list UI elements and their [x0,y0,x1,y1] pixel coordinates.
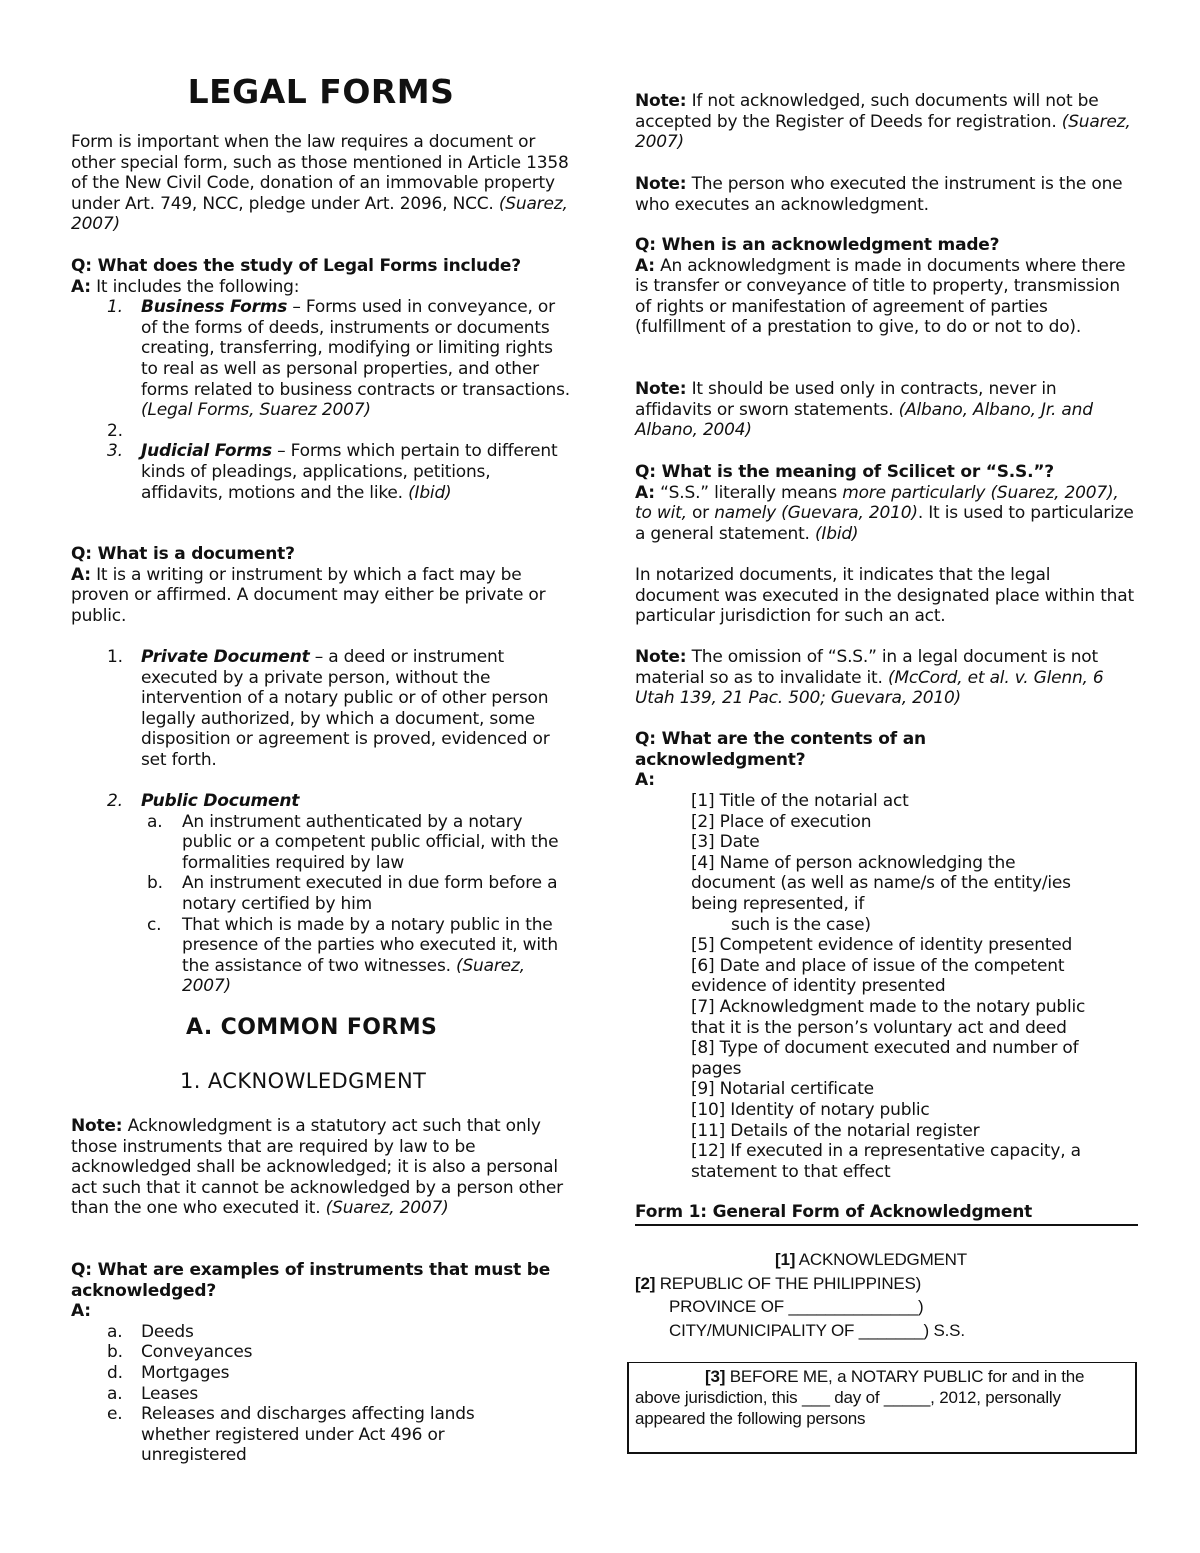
notarized-paragraph: In notarized documents, it indicates that the legal document was executed in the designated place within that particular jurisdiction for such an act. [635,565,1134,627]
list-item: [2] Place of execution [691,811,872,832]
list-item: [8] Type of document executed and number of pages [691,1038,1079,1079]
form-before-me-paragraph: [3] BEFORE ME, a NOTARY PUBLIC for and in the above jurisdiction, this ___ day of _____, 2012, personally appeared the following persons [635,1367,1085,1428]
q3-question: Q: What are examples of instruments that must be acknowledged? [71,1260,551,1301]
note-omission: Note: The omission of “S.S.” in a legal document is not material so as to invalidate it. (McCord, et al. v. Glenn, 6 Utah 139, 21 Pac. 500; Guevara, 2010) [635,647,1104,709]
q6-block: Q: What are the contents of an acknowledgment? A: [635,729,965,791]
list-item: b. An instrument executed in due form before a notary certified by him [147,873,558,914]
list-item: [1] Title of the notarial act [691,791,909,811]
section-heading-common-forms: A. COMMON FORMS [186,1015,438,1040]
list-item: [6] Date and place of issue of the competent evidence of identity presented [691,955,1065,997]
page-title: LEGAL FORMS [187,72,455,111]
q1-question: Q: What does the study of Legal Forms include? [71,256,521,276]
q1-block [71,256,571,503]
public-document-block [71,791,571,997]
list-item: d. Mortgages [107,1362,230,1383]
document-types-list [71,647,571,771]
list-item: a. Deeds [107,1321,194,1342]
list-item: b. Conveyances [107,1342,253,1363]
acknowledgment-contents-list [691,791,1121,1182]
q1-answer-label: A: [71,276,91,297]
list-item: [3] Date [691,832,760,853]
list-item: [4] Name of person acknowledging the document (as well as name/s of the entity/ies being represented, if [691,852,1071,914]
q2-block: Q: What is a document? A: It is a writing or instrument by which a fact may be proven or affirmed. A document may either be private or public. [71,544,571,626]
form-border-box [627,1362,1137,1454]
q3-block: Q: What are examples of instruments that must be acknowledged? A: a. Deeds b. Conveyances d. Mortgages a. Leases e. Releases and discharges affecting lands whether registered under Act 496 or unregistered [71,1260,571,1466]
intro-cite: (Suarez, 2007) [71,193,568,235]
item-term: Business Forms [141,297,288,318]
list-item: [9] Notarial certificate [691,1079,874,1100]
list-item: [10] Identity of notary public [691,1099,930,1120]
q1-answer: It includes the following: [96,276,300,297]
item-term: Judicial Forms [141,441,272,462]
form-republic-line: [2] REPUBLIC OF THE PHILIPPINES) [635,1274,922,1293]
form-heading: [1] ACKNOWLEDGMENT [775,1250,967,1269]
note-contracts: Note: It should be used only in contracts, never in affidavits or sworn statements. (Albano, Albano, Jr. and Albano, 2004) [635,379,1093,441]
form-province-line: PROVINCE OF ______________) [669,1297,924,1316]
list-item: a. Leases [107,1383,199,1404]
note-acknowledgment: Note: Acknowledgment is a statutory act such that only those instruments that are required by law to be acknowledged shall be acknowledged; it is also a personal act such that it cannot be acknowledged by a person other than the one who executed it. (Suarez, 2007) [71,1116,563,1219]
note-executor: Note: The person who executed the instrument is the one who executes an acknowledgment. [635,174,1123,215]
list-item: [5] Competent evidence of identity presented [691,935,1073,956]
list-item-private-document: 1. Private Document – a deed or instrument executed by a private person, without the intervention of a notary public or of other person legally authorized, by which a document, some disposition or agreement is proved, evidenced or set forth. [107,647,550,770]
instruments-list [71,1322,571,1466]
note-register-of-deeds: Note: If not acknowledged, such documents will not be accepted by the Register of Deeds for registration. (Suarez, 2007) [635,91,1131,153]
list-item: [7] Acknowledgment made to the notary public that it is the person’s voluntary act and deed [691,996,1086,1038]
q4-question: Q: When is an acknowledgment made? [635,235,1000,255]
q2-question: Q: What is a document? [71,544,295,564]
section-heading-acknowledgment: 1. ACKNOWLEDGMENT [180,1069,427,1093]
list-item: e. Releases and discharges affecting lands whether registered under Act 496 or unregistered [107,1404,475,1466]
list-item: 2. [107,420,123,441]
list-item: c. That which is made by a notary public in the presence of the parties who executed it, with the assistance of two witnesses. (Suarez, 2007) [147,914,558,997]
list-item: a. An instrument authenticated by a notary public or a competent public official, with the formalities required by law [147,811,559,873]
q6-question: Q: What are the contents of an acknowledgment? [635,729,926,770]
list-item: 1. Business Forms – Forms used in conveyance, or of the forms of deeds, instruments or documents creating, transferring, modifying or limiting rights to real as well as personal properties, and other forms related to business contracts or transactions. (Legal Forms, Suarez 2007) [107,297,570,421]
public-document-sublist [71,812,571,997]
list-item: [11] Details of the notarial register [691,1120,980,1141]
list-item: 3. Judicial Forms – Forms which pertain to different kinds of pleadings, applications, petitions, affidavits, motions and the like. (Ibid) [107,441,558,503]
form-city-line: CITY/MUNICIPALITY OF _______) S.S. [669,1321,965,1340]
intro-paragraph [71,132,571,235]
form-1-title: Form 1: General Form of Acknowledgment [635,1202,1138,1226]
q5-block: Q: What is the meaning of Scilicet or “S.S.”? A: “S.S.” literally means more particularly (Suarez, 2007), to wit, or namely (Guevara, 2010). It is used to particularize a general statement. (Ibid) [635,462,1134,544]
q1-list [71,297,571,503]
list-item: [12] If executed in a representative capacity, a statement to that effect [691,1141,1081,1182]
q5-question: Q: What is the meaning of Scilicet or “S.S.”? [635,462,1054,482]
q2-answer: It is a writing or instrument by which a fact may be proven or affirmed. A document may either be private or public. [71,564,546,626]
intro-text: Form is important when the law requires a document or other special form, such as those mentioned in Article 1358 of the New Civil Code, donation of an immovable property under Art. 749, NCC, pledge under Art. 2096, NCC. [71,132,569,214]
list-item: such is the case) [731,914,871,935]
q4-block: Q: When is an acknowledgment made? A: An acknowledgment is made in documents where there is transfer or conveyance of title to property, transmission of rights or manifestation of agreement of parties (fulfillment of a prestation to give, to do or not to do). [635,235,1135,338]
list-item-public-document: 2. Public Document [107,791,300,811]
